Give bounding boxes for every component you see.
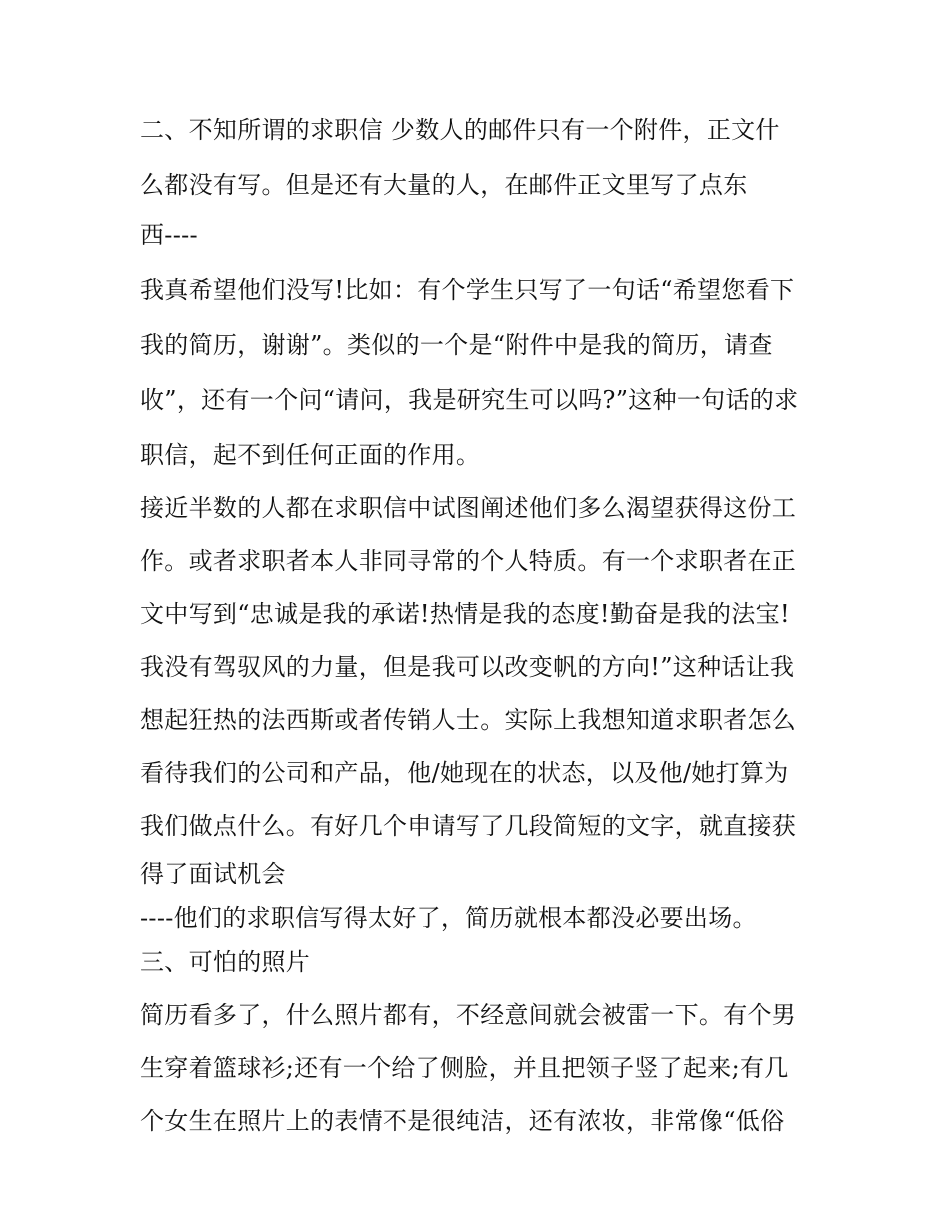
text-line: 文中写到“忠诚是我的承诺!热情是我的态度!勤奋是我的法宝! xyxy=(140,600,790,628)
text-line: 我的简历，谢谢”。类似的一个是“附件中是我的简历，请查 xyxy=(140,331,773,359)
text-line: 得了面试机会 xyxy=(140,860,286,888)
text-line: 职信，起不到任何正面的作用。 xyxy=(140,441,481,469)
text-line: 么都没有写。但是还有大量的人，在邮件正文里写了点东 xyxy=(140,171,748,199)
text-line: 二、不知所谓的求职信 少数人的邮件只有一个附件，正文什 xyxy=(140,116,780,144)
text-line: 想起狂热的法西斯或者传销人士。实际上我想知道求职者怎么 xyxy=(140,706,797,734)
text-line: 简历看多了，什么照片都有，不经意间就会被雷一下。有个男 xyxy=(140,1001,797,1029)
text-line: 我们做点什么。有好几个申请写了几段简短的文字，就直接获 xyxy=(140,812,797,840)
section-heading: 三、可怕的照片 xyxy=(140,948,311,976)
text-line: 西---- xyxy=(140,221,198,249)
text-line: 生穿着篮球衫;还有一个给了侧脸，并且把领子竖了起来;有几 xyxy=(140,1054,789,1082)
text-line: 我没有驾驭风的力量，但是我可以改变帆的方向!”这种话让我 xyxy=(140,653,795,681)
text-line: 看待我们的公司和产品，他/她现在的状态，以及他/她打算为 xyxy=(140,759,789,787)
text-line: 作。或者求职者本人非同寻常的个人特质。有一个求职者在正 xyxy=(140,547,797,575)
text-line: 接近半数的人都在求职信中试图阐述他们多么渴望获得这份工 xyxy=(140,494,797,522)
text-line: ----他们的求职信写得太好了，简历就根本都没必要出场。 xyxy=(140,904,757,932)
text-line: 个女生在照片上的表情不是很纯洁，还有浓妆，非常像“低俗 xyxy=(140,1107,785,1135)
body-text xyxy=(140,108,820,1144)
text-line: 收”，还有一个问“请问，我是研究生可以吗?”这种一句话的求 xyxy=(140,386,799,414)
text-line: 我真希望他们没写!比如：有个学生只写了一句话“希望您看下 xyxy=(140,276,795,304)
